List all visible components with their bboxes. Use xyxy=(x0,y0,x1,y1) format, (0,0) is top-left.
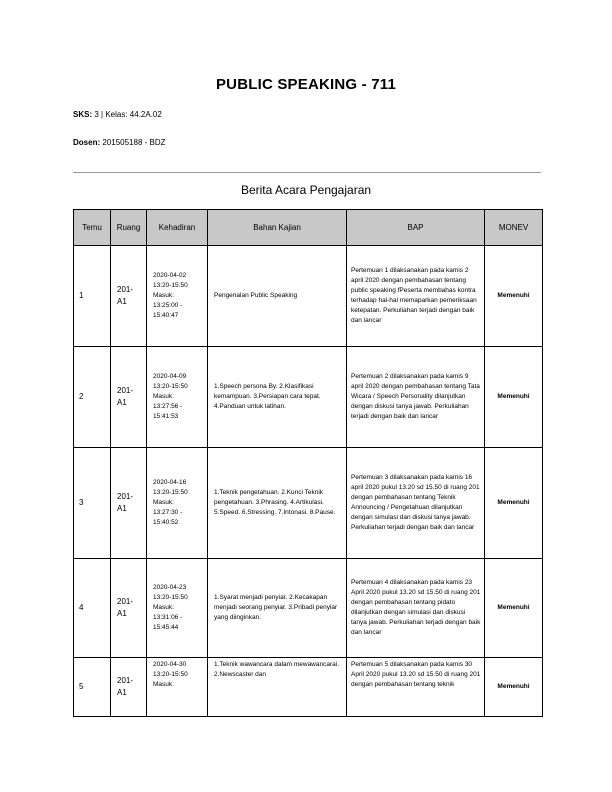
course-info xyxy=(73,110,162,119)
header-monev: MONEV xyxy=(485,210,543,246)
teaching-record-table xyxy=(73,209,543,717)
cell-kehadiran: 2020-04-09 13:20-15:50 Masuk: 13:27:56 - 15:41:53 xyxy=(147,347,208,448)
table-row xyxy=(74,559,543,658)
cell-kehadiran: 2020-04-02 13:20-15:50 Masuk: 13:25:00 - 15:40:47 xyxy=(147,246,208,347)
cell-monev: Memenuhi xyxy=(485,347,543,448)
cell-ruang: 201- A1 xyxy=(111,559,147,658)
divider xyxy=(73,172,541,173)
table-row xyxy=(74,246,543,347)
header-temu: Temu xyxy=(74,210,111,246)
cell-bahan-kajian: Pengenalan Public Speaking xyxy=(208,246,347,347)
cell-monev: Memenuhi xyxy=(485,658,543,717)
table-row xyxy=(74,448,543,559)
cell-bap: Pertemuan 5 dilaksanakan pada kamis 30 April 2020 pukul 13.20 sd 15.50 di ruang 201 dengan pembahasan tentang teknik xyxy=(347,658,485,717)
cell-bahan-kajian: 1.Teknik wawancara dalam mewawancarai. 2.Newscaster dan xyxy=(208,658,347,717)
header-ruang: Ruang xyxy=(111,210,147,246)
cell-temu: 4 xyxy=(74,559,111,658)
cell-bahan-kajian: 1.Syarat menjadi penyiar. 2.Kecakapan menjadi seorang penyiar. 3.Pribadi penyiar yang diinginkan. xyxy=(208,559,347,658)
lecturer-info xyxy=(73,138,166,147)
cell-bahan-kajian: 1.Teknik pengetahuan. 2.Kunci Teknik pengetahuan. 3.Phrasing. 4.Artikulasi. 5.Speed. 6.Stressing. 7.Intonasi. 8.Pause. xyxy=(208,448,347,559)
document-title: PUBLIC SPEAKING - 711 xyxy=(215,76,397,93)
cell-monev: Memenuhi xyxy=(485,559,543,658)
cell-bap: Pertemuan 2 dilaksanakan pada kamis 9 april 2020 dengan pembahasan tentang Tata Wicara / Speech Personality dilanjutkan dengan diskusi tanya jawab. Perkuliahan terjadi dengan baik dan lancar xyxy=(347,347,485,448)
cell-kehadiran: 2020-04-23 13:20-15:50 Masuk: 13:31:06 - 15:45:44 xyxy=(147,559,208,658)
section-title: Berita Acara Pengajaran xyxy=(240,183,372,197)
cell-ruang: 201- A1 xyxy=(111,246,147,347)
cell-bahan-kajian: 1.Speech persona By. 2.Klasifikasi kemampuan. 3.Persiapan cara tepat. 4.Panduan untuk latihan. xyxy=(208,347,347,448)
cell-monev: Memenuhi xyxy=(485,246,543,347)
cell-monev: Memenuhi xyxy=(485,448,543,559)
header-bahan-kajian: Bahan Kajian xyxy=(208,210,347,246)
header-bap: BAP xyxy=(347,210,485,246)
cell-temu: 2 xyxy=(74,347,111,448)
cell-kehadiran: 2020-04-16 13:20-15:50 Masuk: 13:27:30 - 15:40:52 xyxy=(147,448,208,559)
sks-label: SKS: xyxy=(73,110,93,119)
cell-bap: Pertemuan 3 dilaksanakan pada kamis 16 april 2020 pukul 13.20 sd 15.50 di ruang 201 dengan pembahasan tentang Teknik Announcing / Pengetahuan dilanjutkan dengan simulasi dan diskusi tanya jawab. Perkuliahan terjadi dengan baik dan lancar xyxy=(347,448,485,559)
dosen-value: 201505188 - BDZ xyxy=(102,138,166,147)
dosen-label: Dosen: xyxy=(73,138,101,147)
cell-ruang: 201- A1 xyxy=(111,347,147,448)
table-header-row xyxy=(74,210,543,246)
cell-temu: 5 xyxy=(74,658,111,717)
cell-temu: 1 xyxy=(74,246,111,347)
table-row xyxy=(74,347,543,448)
cell-bap: Pertemuan 4 dilaksanakan pada kamis 23 April 2020 pukul 13.20 sd 15.50 di ruang 201 dengan pembahasan tentang pidato dilanjutkan dengan simulasi dan diskusi tanya jawab. Perkuliahan terjadi dengan baik dan lancar xyxy=(347,559,485,658)
table-row xyxy=(74,658,543,717)
sks-value: 3 | Kelas: 44.2A.02 xyxy=(94,110,162,119)
cell-ruang: 201- A1 xyxy=(111,658,147,717)
cell-kehadiran: 2020-04-30 13:20-15:50 Masuk: xyxy=(147,658,208,717)
cell-bap: Pertemuan 1 dilaksanakan pada kamis 2 april 2020 dengan pembahasan tentang public speaking fPeserta membahas kontra terhadap hal-hal memaparkan pemeriksaan ketepatan. Perkuliahan terjadi dengan baik dan lancar xyxy=(347,246,485,347)
cell-temu: 3 xyxy=(74,448,111,559)
cell-ruang: 201- A1 xyxy=(111,448,147,559)
header-kehadiran: Kehadiran xyxy=(147,210,208,246)
